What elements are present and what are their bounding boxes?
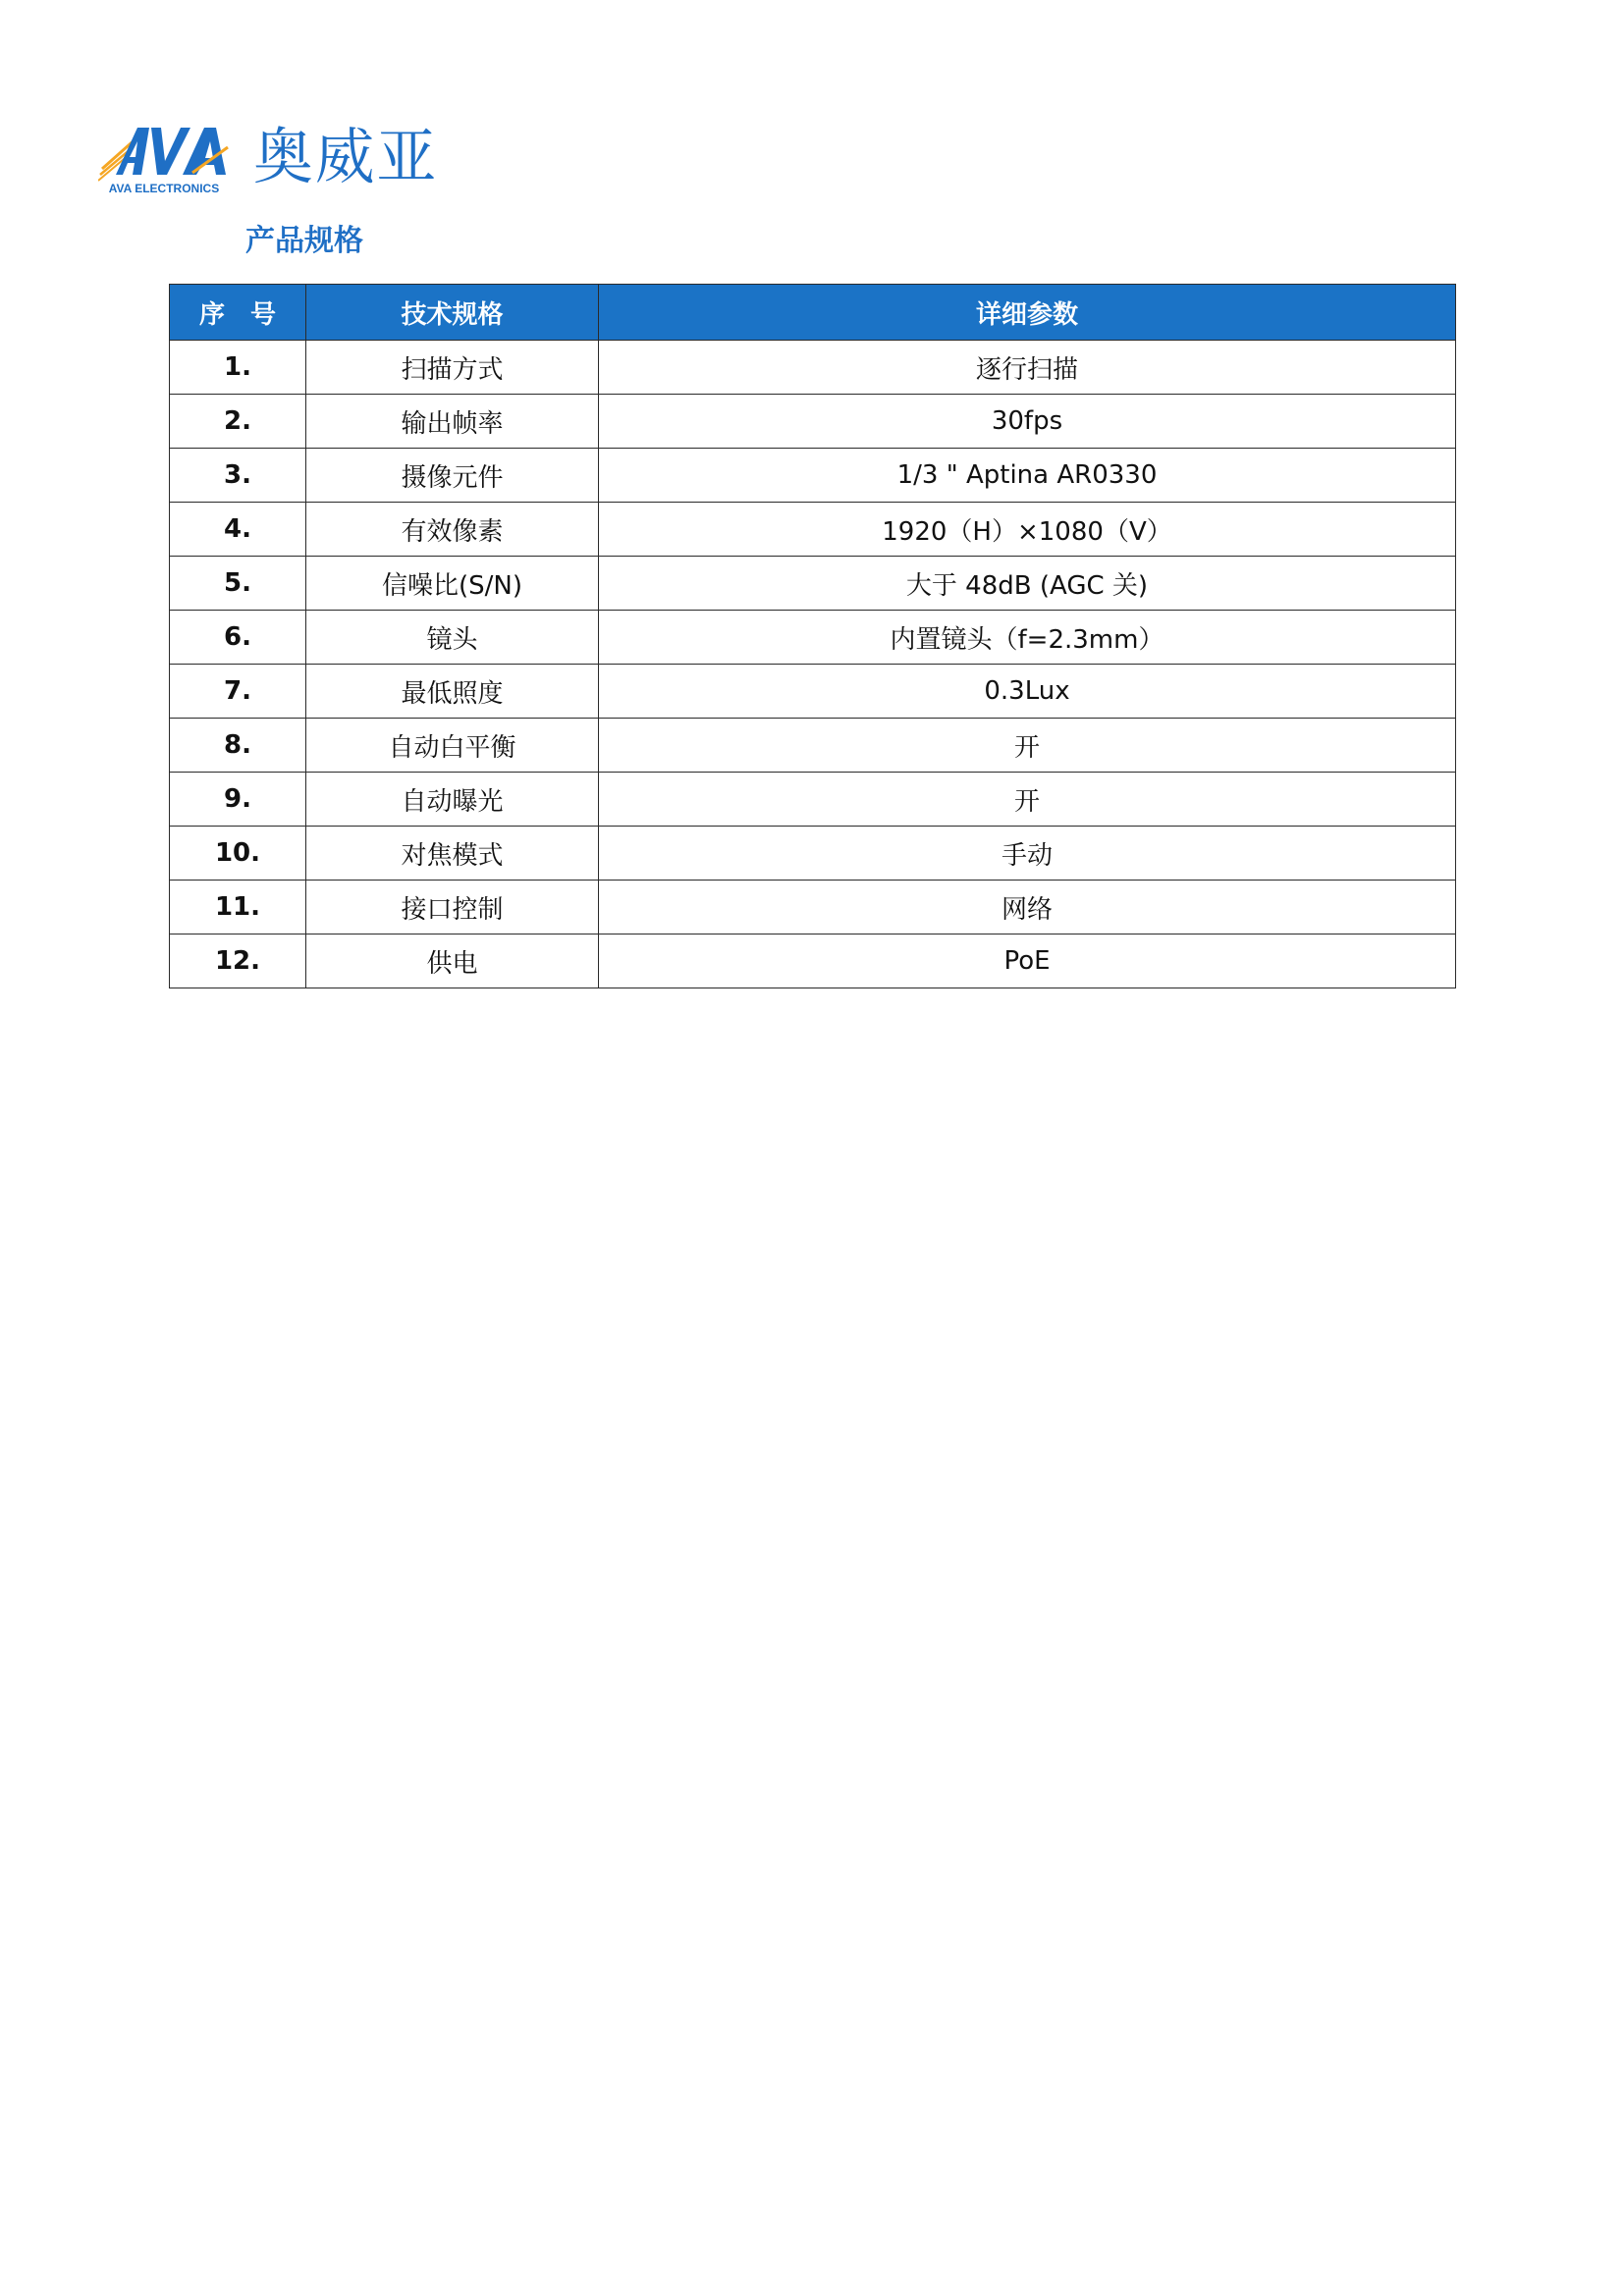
row-spec: 扫描方式 [306, 341, 599, 395]
row-index: 11. [170, 881, 306, 934]
table-row [170, 611, 1456, 665]
row-value: 手动 [599, 827, 1456, 881]
table-row [170, 395, 1456, 449]
table-row [170, 557, 1456, 611]
table-row [170, 827, 1456, 881]
table-row [170, 665, 1456, 719]
row-spec: 自动曝光 [306, 773, 599, 827]
spec-table [169, 284, 1456, 988]
row-value: 30fps [599, 395, 1456, 449]
company-name: 奥威亚 [253, 121, 439, 192]
row-spec: 最低照度 [306, 665, 599, 719]
row-value: PoE [599, 934, 1456, 988]
row-index: 8. [170, 719, 306, 773]
table-row [170, 773, 1456, 827]
row-spec: 镜头 [306, 611, 599, 665]
row-value: 大于 48dB (AGC 关) [599, 557, 1456, 611]
row-spec: 有效像素 [306, 503, 599, 557]
ava-logo [98, 118, 231, 196]
row-value: 开 [599, 719, 1456, 773]
row-index: 5. [170, 557, 306, 611]
header-index: 序 号 [170, 285, 306, 341]
row-index: 12. [170, 934, 306, 988]
row-spec: 供电 [306, 934, 599, 988]
row-spec: 摄像元件 [306, 449, 599, 503]
row-value: 0.3Lux [599, 665, 1456, 719]
row-index: 10. [170, 827, 306, 881]
row-index: 3. [170, 449, 306, 503]
row-index: 4. [170, 503, 306, 557]
row-value: 逐行扫描 [599, 341, 1456, 395]
row-index: 9. [170, 773, 306, 827]
row-index: 7. [170, 665, 306, 719]
row-value: 网络 [599, 881, 1456, 934]
row-index: 6. [170, 611, 306, 665]
table-row [170, 719, 1456, 773]
page-header [98, 118, 491, 196]
row-value: 1/3 " Aptina AR0330 [599, 449, 1456, 503]
row-spec: 输出帧率 [306, 395, 599, 449]
row-index: 2. [170, 395, 306, 449]
table-row [170, 449, 1456, 503]
row-spec: 对焦模式 [306, 827, 599, 881]
row-spec: 自动白平衡 [306, 719, 599, 773]
row-spec: 信噪比(S/N) [306, 557, 599, 611]
table-row [170, 503, 1456, 557]
table-row [170, 934, 1456, 988]
row-value: 1920（H）×1080（V） [599, 503, 1456, 557]
row-value: 开 [599, 773, 1456, 827]
table-row [170, 881, 1456, 934]
table-header-row [170, 285, 1456, 341]
row-index: 1. [170, 341, 306, 395]
logo-subtitle: AVA ELECTRONICS [108, 182, 220, 195]
row-value: 内置镜头（f=2.3mm） [599, 611, 1456, 665]
header-value: 详细参数 [599, 285, 1456, 341]
row-spec: 接口控制 [306, 881, 599, 934]
section-title: 产品规格 [245, 224, 363, 258]
header-spec: 技术规格 [306, 285, 599, 341]
table-row [170, 341, 1456, 395]
